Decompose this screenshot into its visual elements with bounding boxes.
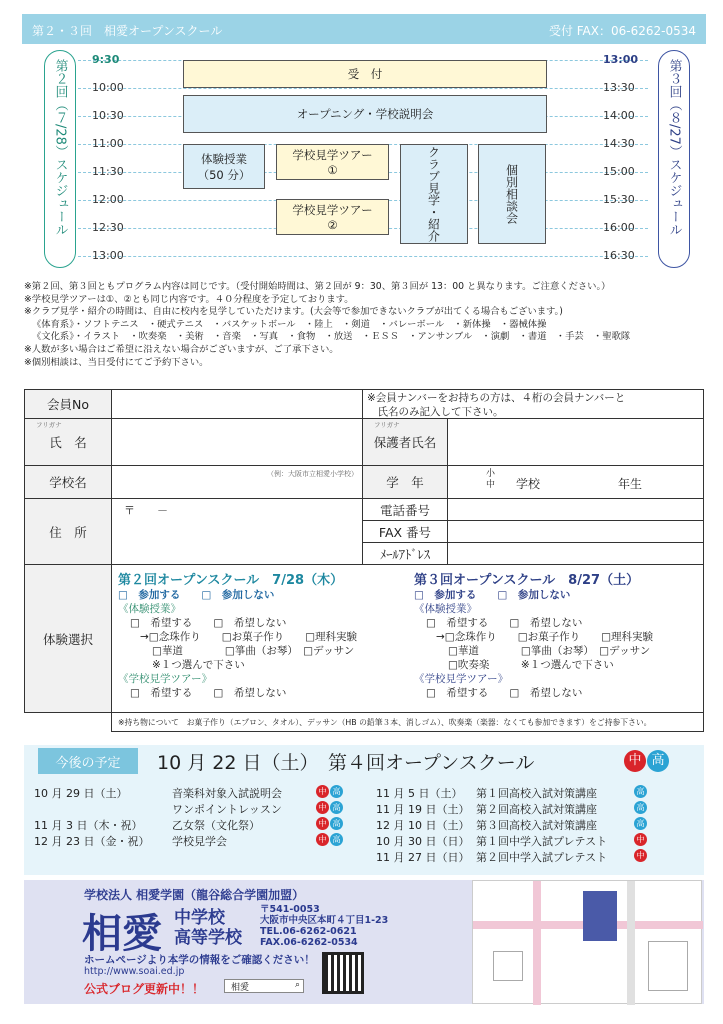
- club-box: クラブ見学・紹介: [400, 144, 468, 244]
- fax-label: FAX 番号: [362, 520, 448, 543]
- middle-school-icon: 中: [316, 833, 329, 846]
- homepage-note: ホームページより本学の情報をご確認ください！: [84, 954, 315, 966]
- event-tags: [316, 832, 344, 846]
- event-date: 12 月 23 日（金・祝）: [34, 835, 150, 848]
- member-no-field[interactable]: [111, 389, 363, 419]
- event-date: 10 月 29 日（土）: [34, 787, 128, 800]
- right-time-label: 13:30: [603, 81, 635, 94]
- event-name: 第２回高校入試対策講座: [476, 803, 597, 816]
- middle-school-icon: 中: [316, 817, 329, 830]
- note: ※クラブ見学・紹介の時間は、自由に校内を見学していただけます。(大会等で参加できないクラブが出てくる場合もございます。): [24, 306, 563, 318]
- high-school-icon: 高: [634, 801, 647, 814]
- middle-school-icon: 中: [624, 750, 646, 772]
- access-map: [472, 880, 702, 1004]
- event-tags: [316, 816, 344, 830]
- schools-name: 中学校 高等学校: [174, 908, 242, 948]
- left-time-label: 11:00: [92, 137, 124, 150]
- upcoming-schedule: [24, 745, 704, 875]
- upcoming-label: 今後の予定: [38, 748, 138, 774]
- session3-opt2[interactable]: □華道 □箏曲（お琴） □デッサン: [448, 645, 651, 657]
- reception-box: 受 付: [183, 60, 547, 88]
- qr-code[interactable]: [322, 952, 364, 994]
- grade-label: 学 年: [362, 465, 448, 499]
- upcoming-headline: 10 月 22 日（土） 第４回オープンスクール: [157, 752, 535, 774]
- address: 大阪市中央区本町４丁目1-23: [260, 915, 389, 926]
- search-box[interactable]: 相愛 ⌕: [224, 979, 304, 993]
- event-name: 第１回高校入試対策講座: [476, 787, 597, 800]
- headline-tags: [624, 749, 670, 772]
- name-label: 氏 名: [24, 418, 112, 466]
- event-name: 第３回高校入試対策講座: [476, 819, 597, 832]
- right-time-label: 14:30: [603, 137, 635, 150]
- middle-school-icon: 中: [634, 833, 647, 846]
- event-tags: [634, 848, 648, 862]
- url-link[interactable]: http://www.soai.ed.jp: [84, 966, 185, 977]
- middle-school-icon: 中: [634, 849, 647, 862]
- fax-field[interactable]: [447, 520, 704, 543]
- right-time-label: 14:00: [603, 109, 635, 122]
- left-time-label: 10:00: [92, 81, 124, 94]
- left-time-label: 11:30: [92, 165, 124, 178]
- address-field[interactable]: 〒 －: [111, 498, 363, 565]
- session2-opt1[interactable]: →□念珠作り □お菓子作り □理科実験: [140, 631, 358, 643]
- logo: 相愛: [82, 910, 162, 957]
- fax: FAX.06-6262-0534: [260, 937, 358, 948]
- postal: 〒541-0053: [260, 904, 320, 915]
- member-no-label: 会員No: [24, 389, 112, 419]
- event-tags: [634, 784, 648, 798]
- right-time-label: 15:00: [603, 165, 635, 178]
- mail-field[interactable]: [447, 542, 704, 565]
- session3-options: 第３回オープンスクール 8/27（土） □ 参加する □ 参加しない 《体験授業》 □ 希望する □ 希望しない →□念珠作り □お菓子作り □理科実験 □華道 □箏曲（お琴） □デッサン □吹奏楽 ※１つ選んで下さい 《学校見学ツアー》 □ 希望する □ 希望しない: [414, 569, 699, 700]
- blog-note: 公式ブログ更新中！！: [84, 982, 205, 996]
- note: ※人数が多い場合はご希望に沿えない場合がございますが、ご了承下さい。: [24, 343, 339, 355]
- notes: [24, 281, 704, 369]
- belongings-note: ※持ち物について お菓子作り（エプロン、タオル）、デッサン（HB の鉛筆３本、消しゴム）、吹奏楽（楽器：なくても参加できます）をご持参下さい。: [111, 712, 704, 732]
- left-time-label: 9:30: [92, 53, 120, 66]
- session2-attend[interactable]: □ 参加する □ 参加しない: [118, 589, 275, 601]
- high-school-icon: 高: [330, 801, 343, 814]
- event-name: ワンポイントレッスン: [172, 803, 282, 816]
- session2-title: 第２回オープンスクール 7/28（木）: [118, 573, 344, 588]
- left-time-label: 12:00: [92, 193, 124, 206]
- left-time-label: 13:00: [92, 249, 124, 262]
- time-gridline: [78, 256, 648, 257]
- contact-block: [260, 904, 388, 948]
- session2-wish[interactable]: □ 希望する □ 希望しない: [130, 617, 287, 629]
- tour2-box: 学校見学ツアー ②: [276, 199, 389, 235]
- middle-school-icon: 中: [316, 801, 329, 814]
- high-school-icon: 高: [330, 785, 343, 798]
- trial-select-label: 体験選択: [24, 564, 112, 713]
- high-school-icon: 高: [647, 750, 669, 772]
- opening-box: オープニング・学校説明会: [183, 95, 547, 133]
- guardian-label: 保護者氏名: [362, 418, 448, 466]
- header-title: 第２・３回 相愛オープンスクール: [32, 24, 223, 38]
- right-time-label: 16:00: [603, 221, 635, 234]
- session3-attend[interactable]: □ 参加する □ 参加しない: [414, 589, 571, 601]
- consult-box: 個別相談会: [478, 144, 546, 244]
- event-tags: [634, 816, 648, 830]
- session2-opt2[interactable]: □華道 □箏曲（お琴） □デッサン: [152, 645, 355, 657]
- grade-field[interactable]: 小 中 学校 年生: [447, 465, 704, 499]
- school-building: [583, 891, 617, 941]
- event-tags: [316, 800, 344, 814]
- tel: TEL.06-6262-0621: [260, 926, 357, 937]
- school-label: 学校名: [24, 465, 112, 499]
- phone-field[interactable]: [447, 498, 704, 521]
- right-time-label: 15:30: [603, 193, 635, 206]
- event-tags: [634, 832, 648, 846]
- event-name: 乙女祭（文化祭）: [172, 819, 260, 832]
- event-name: 第１回中学入試プレテスト: [476, 835, 608, 848]
- note: ※個別相談は、当日受付にてご予約下さい。: [24, 356, 209, 368]
- guardian-field[interactable]: フリガナ: [447, 418, 704, 466]
- trial-lesson-box: 体験授業 （50 分）: [183, 144, 265, 189]
- event-date: 10 月 30 日（日）: [376, 835, 470, 848]
- phone-label: 電話番号: [362, 498, 448, 521]
- event-date: 11 月 5 日（土）: [376, 787, 463, 800]
- header-bar: [22, 14, 706, 44]
- event-date: 11 月 19 日（土）: [376, 803, 470, 816]
- note: ※学校見学ツアーは①、②とも同じ内容です。４０分程度を予定しております。: [24, 293, 354, 305]
- note: 《体育系》・ソフトテニス ・硬式テニス ・バスケットボール ・陸上 ・剣道 ・バレーボール ・新体操 ・器械体操: [32, 318, 547, 330]
- tour1-box: 学校見学ツアー ①: [276, 144, 389, 180]
- address-label: 住 所: [24, 498, 112, 565]
- event-tags: [316, 784, 344, 798]
- footer: [24, 880, 704, 1004]
- member-note: ※会員ナンバーをお持ちの方は、４桁の会員ナンバーと 氏名のみ記入して下さい。: [362, 389, 704, 419]
- time-gridline: [78, 88, 648, 89]
- left-time-label: 12:30: [92, 221, 124, 234]
- event-name: 学校見学会: [172, 835, 227, 848]
- school-field[interactable]: （例：大阪市立相愛小学校）: [111, 465, 363, 499]
- note: 《文化系》・イラスト ・吹奏楽 ・美術 ・音楽 ・写真 ・食物 ・放送 ・ＥＳＳ ・アンサンブル ・演劇 ・書道 ・手芸 ・聖歌隊: [32, 331, 631, 343]
- session2-options: 第２回オープンスクール 7/28（木） □ 参加する □ 参加しない 《体験授業》 □ 希望する □ 希望しない →□念珠作り □お菓子作り □理科実験 □華道 □箏曲（お琴） □デッサン ※１つ選んで下さい 《学校見学ツアー》 □ 希望する □ 希望しない: [118, 569, 403, 700]
- mail-label: ﾒｰﾙｱﾄﾞﾚｽ: [362, 542, 448, 565]
- session2-tour-wish[interactable]: □ 希望する □ 希望しない: [130, 687, 287, 699]
- event-tags: [634, 800, 648, 814]
- right-time-label: 13:00: [603, 53, 639, 66]
- high-school-icon: 高: [330, 833, 343, 846]
- event-date: 12 月 10 日（土）: [376, 819, 470, 832]
- session3-opt1[interactable]: →□念珠作り □お菓子作り □理科実験: [436, 631, 654, 643]
- note: ※第２回、第３回ともプログラム内容は同じです。（受付開始時間は、第２回が 9：30、第３回が 13：00 と異なります。ご注意ください。）: [24, 281, 611, 292]
- middle-school-icon: 中: [316, 785, 329, 798]
- session3-opt3[interactable]: □吹奏楽 ※１つ選んで下さい: [448, 659, 614, 671]
- session3-wish[interactable]: □ 希望する □ 希望しない: [426, 617, 583, 629]
- session2-pill: 第２回（７/28）スケジュール: [44, 50, 76, 268]
- high-school-icon: 高: [330, 817, 343, 830]
- high-school-icon: 高: [634, 817, 647, 830]
- header-fax: 受付 FAX：06-6262-0534: [548, 24, 696, 38]
- high-school-icon: 高: [634, 785, 647, 798]
- right-time-label: 16:30: [603, 249, 635, 262]
- search-icon: ⌕: [294, 980, 300, 990]
- left-time-label: 10:30: [92, 109, 124, 122]
- event-date: 11 月 3 日（木・祝）: [34, 819, 143, 832]
- session3-tour-wish[interactable]: □ 希望する □ 希望しない: [426, 687, 583, 699]
- event-date: 11 月 27 日（日）: [376, 851, 470, 864]
- session3-pill: 第３回（８/27）スケジュール: [658, 50, 690, 268]
- session3-title: 第３回オープンスクール 8/27（土）: [414, 573, 640, 588]
- event-name: 第２回中学入試プレテスト: [476, 851, 608, 864]
- name-field[interactable]: フリガナ: [111, 418, 363, 466]
- event-name: 音楽科対象入試説明会: [172, 787, 282, 800]
- corp-name: 学校法人 相愛学園（龍谷総合学園加盟）: [84, 888, 305, 902]
